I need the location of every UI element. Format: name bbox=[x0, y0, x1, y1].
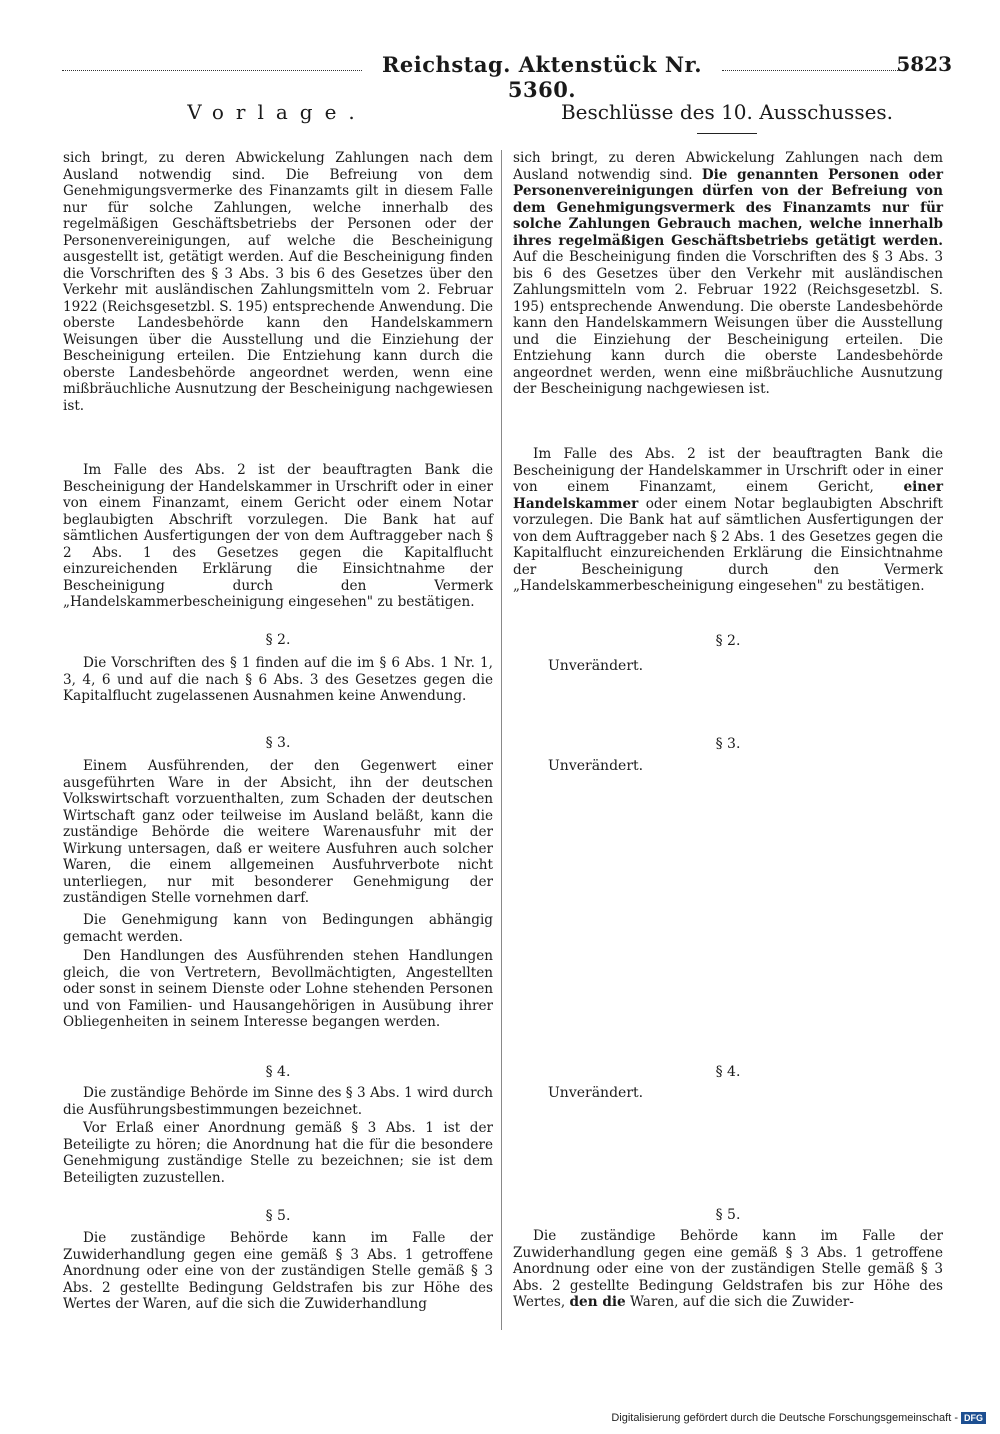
right-paragraph-1-text-b: Auf die Bescheinigung finden die Vorschriften des § 3 Abs. 3 bis 6 des Gesetzes über den Verkehr mit ausländischen Zahlungsmitteln vom 2. Februar 1922 (Reichsgesetzbl. S. 195) entsprechende Anwendung. Die oberste Landesbehörde kann den Handelskammern Weisungen über die Ausstellung und die Einziehung der Bescheinigung erteilen. Die Entziehung kann durch die oberste Landesbehörde angeordnet werden, wenn eine mißbräuchliche Ausnutzung der Bescheinigung nachgewiesen ist. bbox=[513, 249, 943, 397]
left-section-2-text: Die Vorschriften des § 1 finden auf die im § 6 Abs. 1 Nr. 1, 3, 4, 6 und auf die nach § 6 Abs. 3 des Gesetzes gegen die Kapitalflucht zugelassenen Ausnahmen keine Anwendung. bbox=[63, 655, 493, 704]
left-section-5-heading: § 5. bbox=[265, 1208, 291, 1224]
column-divider bbox=[501, 150, 502, 1330]
page-title: Reichstag. Aktenstück Nr. 5360. bbox=[381, 52, 703, 102]
right-paragraph-2-text-a: Im Falle des Abs. 2 ist der beauftragten Bank die Bescheinigung der Handelskammer in Urschrift oder in einer von einem Finanzamt, einem Gericht, bbox=[513, 446, 943, 495]
right-paragraph-1 bbox=[513, 150, 943, 398]
left-section-3-paragraph-2: Die Genehmigung kann von Bedingungen abhängig gemacht werden. bbox=[63, 912, 493, 945]
right-paragraph-1-bold-amendment: Die genannten Personen oder Personenvereinigungen dürfen von der Befreiung von dem Genehmigungsvermerk des Finanzamts nur für solche Zahlungen Gebrauch machen, welche innerhalb ihres regelmäßigen Geschäftsbetriebs getätigt werden. bbox=[513, 166, 943, 249]
right-section-5-text-a: Die zuständige Behörde kann im Falle der Zuwiderhandlung gegen eine gemäß § 3 Abs. 1 getroffene Anordnung oder eine von der zuständigen Stelle gemäß § 3 Abs. 2 gestellte Bedingung Geldstrafen bis zur Höhe des Wertes, bbox=[513, 1228, 943, 1310]
left-section-4-paragraph-1: Die zuständige Behörde im Sinne des § 3 Abs. 1 wird durch die Ausführungsbestimmungen bezeichnet. bbox=[63, 1085, 493, 1118]
right-paragraph-2-text-b: oder einem Notar beglaubigten Abschrift vorzulegen. Die Bank hat auf sämtlichen Ausfertigungen der von dem Auftraggeber nach § 2 Abs. 1 des Gesetzes gegen die Kapitalflucht einzureichenden Erklärung die Einsichtnahme der Bescheinigung durch den Vermerk „Handelskammerbescheinigung eingesehen" zu bestätigen. bbox=[513, 495, 943, 594]
left-section-3-heading: § 3. bbox=[265, 735, 291, 751]
page-header bbox=[62, 52, 952, 102]
left-paragraph-1: sich bringt, zu deren Abwickelung Zahlungen nach dem Ausland notwendig sind. Die Befreiung von dem Genehmigungsvermerke des Finanzamts gilt in diesem Falle nur für solche Zahlungen, welche innerhalb des regelmäßigen Geschäftsbetriebs der Personen oder der Personenvereinigungen, auf welche die Bescheinigung ausgestellt ist, getätigt werden. Auf die Bescheinigung finden die Vorschriften des § 3 Abs. 3 bis 6 des Gesetzes über den Verkehr mit ausländischen Zahlungsmitteln vom 2. Februar 1922 (Reichsgesetzbl. S. 195) entsprechende Anwendung. Die oberste Landesbehörde kann den Handelskammern Weisungen über die Ausstellung und die Einziehung der Bescheinigung erteilen. Die Entziehung kann durch die oberste Landesbehörde angeordnet werden, wenn eine mißbräuchliche Ausnutzung der Bescheinigung nachgewiesen ist. bbox=[63, 150, 493, 414]
right-paragraph-1-text-a: sich bringt, zu deren Abwickelung Zahlungen nach dem Ausland notwendig sind. bbox=[513, 150, 943, 183]
right-paragraph-2-bold-amendment: einer Handelskammer bbox=[513, 479, 943, 512]
right-section-4-heading: § 4. bbox=[715, 1064, 741, 1080]
right-section-4-text: Unverändert. bbox=[548, 1085, 644, 1101]
right-section-5-text-b: Waren, auf die sich die Zuwider- bbox=[629, 1294, 854, 1310]
left-section-3-paragraph-3: Den Handlungen des Ausführenden stehen Handlungen gleich, die von Vertretern, Bevollmächtigten, Angestellten oder sonst in seinem Dienste oder Lohne stehenden Personen und von Familien- und Hausangehörigen in Ausübung ihrer Obliegenheiten in seinem Interesse begangen werden. bbox=[63, 948, 493, 1030]
page-number: 5823 bbox=[896, 52, 952, 76]
right-section-3-text: Unverändert. bbox=[548, 758, 644, 774]
dfg-logo: DFG bbox=[961, 1412, 986, 1424]
digitization-footer bbox=[611, 1412, 986, 1424]
footer-text: Digitalisierung gefördert durch die Deutsche Forschungsgemeinschaft - bbox=[611, 1412, 958, 1424]
left-section-4-heading: § 4. bbox=[265, 1064, 291, 1080]
right-section-2-heading: § 2. bbox=[715, 633, 741, 649]
left-section-4-paragraph-2: Vor Erlaß einer Anordnung gemäß § 3 Abs. 1 ist der Beteiligte zu hören; die Anordnung hat die für die besondere Genehmigung zuständige Stelle zu bezeichnen; sie ist dem Beteiligten zuzustellen. bbox=[63, 1120, 493, 1186]
right-section-3-heading: § 3. bbox=[715, 736, 741, 752]
header-rule-left bbox=[62, 70, 362, 71]
left-section-3-paragraph-1: Einem Ausführenden, der den Gegenwert einer ausgeführten Ware in der Absicht, ihn der deutschen Volkswirtschaft vorzuenthalten, zum Schaden der deutschen Wirtschaft ganz oder teilweise im Ausland beläßt, kann die zuständige Behörde die weitere Warenausfuhr mit der Wirkung untersagen, daß er weitere Ausfuhren auch solcher Waren, die einem allgemeinen Ausfuhrverbote nicht unterliegen, nur mit besonderer Genehmigung der zuständigen Stelle vornehmen darf. bbox=[63, 758, 493, 906]
left-section-5-text: Die zuständige Behörde kann im Falle der Zuwiderhandlung gegen eine gemäß § 3 Abs. 1 getroffene Anordnung oder eine von der zuständigen Stelle gemäß § 3 Abs. 2 gestellte Bedingung Geldstrafen bis zur Höhe des Wertes der Waren, auf die sich die Zuwiderhandlung bbox=[63, 1230, 493, 1312]
right-section-5-heading: § 5. bbox=[715, 1207, 741, 1223]
right-section-5-text bbox=[513, 1228, 943, 1311]
left-section-2-heading: § 2. bbox=[265, 632, 291, 648]
left-paragraph-2: Im Falle des Abs. 2 ist der beauftragten Bank die Bescheinigung der Handelskammer in Urschrift oder in einer von einem Finanzamt, einem Gericht oder einem Notar beglaubigten Abschrift vorzulegen. Die Bank hat auf sämtlichen Ausfertigungen der von dem Auftraggeber nach § 2 Abs. 1 des Gesetzes gegen die Kapitalflucht einzureichenden Erklärung die Einsichtnahme der Bescheinigung durch den Vermerk „Handelskammerbescheinigung eingesehen" zu bestätigen. bbox=[63, 462, 493, 610]
right-section-2-text: Unverändert. bbox=[548, 658, 644, 674]
heading-underline bbox=[697, 133, 757, 134]
right-paragraph-2 bbox=[513, 446, 943, 595]
right-section-5-bold-amendment: den die bbox=[569, 1294, 626, 1310]
right-column-heading: Beschlüsse des 10. Ausschusses. bbox=[560, 100, 894, 124]
left-column-heading: Vorlage. bbox=[187, 100, 367, 124]
header-rule-right bbox=[722, 70, 902, 71]
